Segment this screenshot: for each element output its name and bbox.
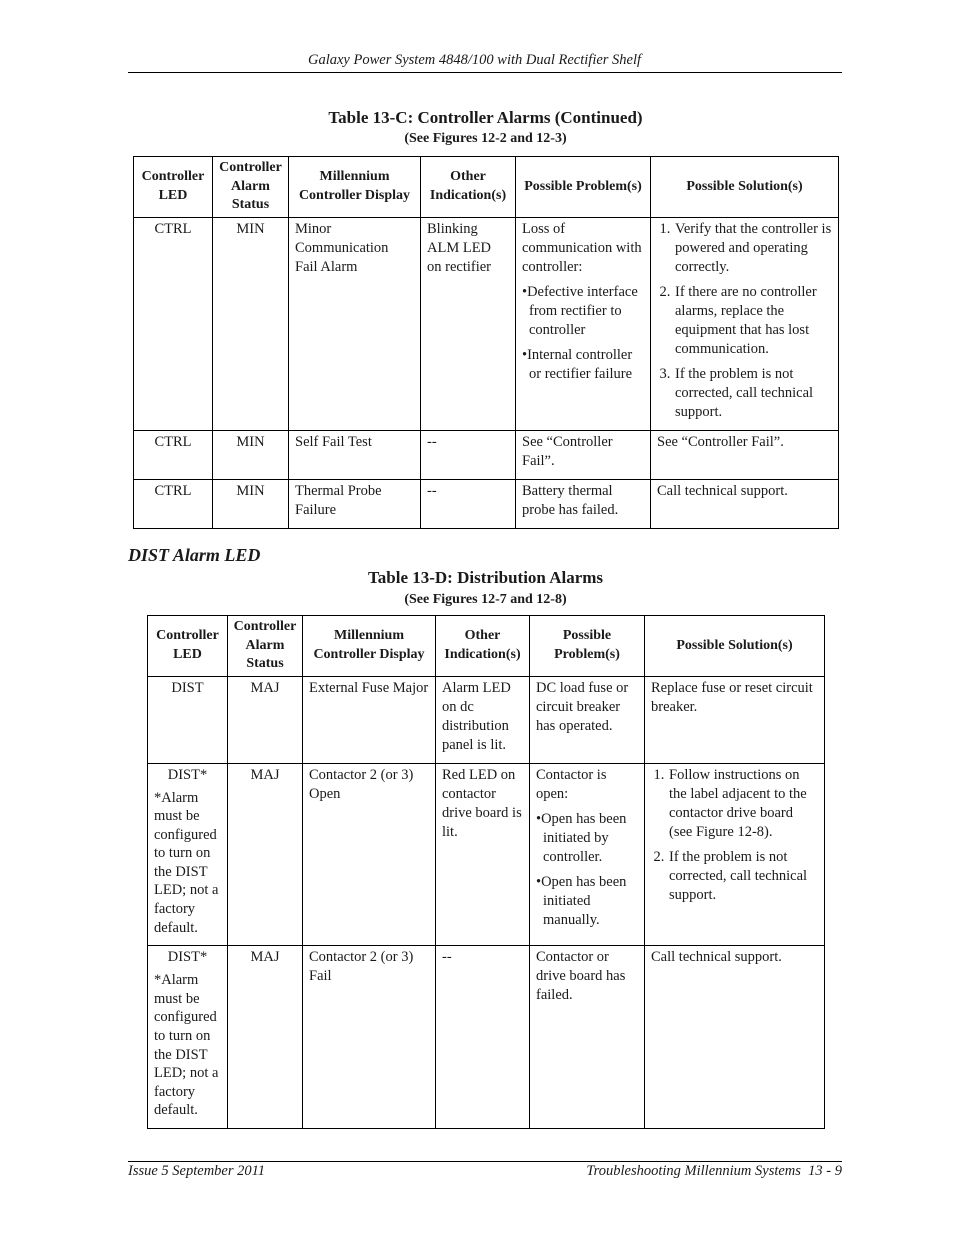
cell-status: MAJ [228, 946, 303, 1129]
document-title: Galaxy Power System 4848/100 with Dual Rectifier Shelf [308, 52, 642, 68]
cell-solution [645, 763, 825, 946]
section-heading: DIST Alarm LED [128, 545, 261, 565]
cell-solution: Call technical support. [645, 946, 825, 1129]
col-header-alarm-status: Controller Alarm Status [213, 157, 289, 218]
cell-other: Blinking ALM LED on rectifier [421, 217, 516, 430]
cell-led: CTRL [134, 430, 213, 479]
cell-solution [651, 217, 839, 430]
col-header-possible-solutions: Possible Solution(s) [651, 157, 839, 218]
problem-bullet: •Open has been initiated by controller. [536, 810, 627, 865]
table-row [134, 217, 839, 430]
cell-led: DIST [148, 676, 228, 763]
table-c [133, 156, 839, 529]
header-rule [128, 72, 842, 73]
cell-status: MIN [213, 479, 289, 528]
col-header-controller-display: Millennium Controller Display [289, 157, 421, 218]
solution-step: 1. Follow instructions on the label adjacent to the contactor drive board (see Figure 12-8). [668, 766, 818, 842]
cell-display: Thermal Probe Failure [289, 479, 421, 528]
cell-display: External Fuse Major [303, 676, 436, 763]
solution-step: 2. If there are no controller alarms, replace the equipment that has lost communication. [674, 283, 832, 359]
cell-other: Red LED on contactor drive board is lit. [436, 763, 530, 946]
solution-steps [657, 220, 832, 422]
col-header-controller-led: Controller LED [134, 157, 213, 218]
cell-other: Alarm LED on dc distribution panel is lit. [436, 676, 530, 763]
cell-other: -- [421, 430, 516, 479]
col-header-possible-problems: Possible Problem(s) [530, 616, 645, 677]
col-header-other-indications: Other Indication(s) [436, 616, 530, 677]
cell-other: -- [436, 946, 530, 1129]
table-row [148, 763, 825, 946]
col-header-controller-display: Millennium Controller Display [303, 616, 436, 677]
cell-solution: Replace fuse or reset circuit breaker. [645, 676, 825, 763]
cell-problem: See “Controller Fail”. [516, 430, 651, 479]
cell-display: Self Fail Test [289, 430, 421, 479]
table-c-title: Table 13-C: Controller Alarms (Continued) [328, 108, 643, 127]
cell-problem [516, 217, 651, 430]
problem-bullet: •Internal controller or rectifier failure [522, 346, 633, 382]
table-row [148, 676, 825, 763]
table-row [148, 946, 825, 1129]
led-footnote: *Alarm must be configured to turn on the DIST LED; not a factory default. [154, 789, 219, 936]
footer-rule [128, 1161, 842, 1162]
cell-solution: Call technical support. [651, 479, 839, 528]
col-header-alarm-status: Controller Alarm Status [228, 616, 303, 677]
cell-led: CTRL [134, 217, 213, 430]
table-row [134, 430, 839, 479]
cell-led [148, 946, 228, 1129]
col-header-other-indications: Other Indication(s) [421, 157, 516, 218]
cell-display: Contactor 2 (or 3) Fail [303, 946, 436, 1129]
cell-solution: See “Controller Fail”. [651, 430, 839, 479]
table-c-header-row [134, 157, 839, 218]
led-value: DIST* [167, 766, 208, 783]
solution-steps [651, 766, 818, 905]
cell-problem: DC load fuse or circuit breaker has operated. [530, 676, 645, 763]
col-header-possible-problems: Possible Problem(s) [516, 157, 651, 218]
cell-problem: Battery thermal probe has failed. [516, 479, 651, 528]
cell-status: MAJ [228, 676, 303, 763]
solution-step: 1. Verify that the controller is powered and operating correctly. [674, 220, 832, 277]
cell-other: -- [421, 479, 516, 528]
problem-intro: Loss of communication with controller: [522, 220, 642, 275]
table-d-subtitle: (See Figures 12-7 and 12-8) [404, 592, 567, 607]
table-d-title: Table 13-D: Distribution Alarms [367, 568, 604, 587]
solution-step: 3. If the problem is not corrected, call technical support. [674, 365, 832, 422]
problem-bullet: •Open has been initiated manually. [536, 873, 627, 928]
footer-page: Troubleshooting Millennium Systems 13 - 9 [586, 1163, 842, 1179]
led-value: DIST* [167, 949, 208, 966]
cell-led: CTRL [134, 479, 213, 528]
solution-step: 2. If the problem is not corrected, call technical support. [668, 848, 818, 905]
col-header-possible-solutions: Possible Solution(s) [645, 616, 825, 677]
table-d-header-row [148, 616, 825, 677]
cell-status: MIN [213, 430, 289, 479]
problem-intro: Contactor is open: [536, 766, 607, 802]
footer-issue: Issue 5 September 2011 [128, 1163, 266, 1179]
cell-status: MAJ [228, 763, 303, 946]
table-c-subtitle: (See Figures 12-2 and 12-3) [404, 131, 567, 146]
led-footnote: *Alarm must be configured to turn on the DIST LED; not a factory default. [154, 972, 219, 1119]
cell-status: MIN [213, 217, 289, 430]
cell-led [148, 763, 228, 946]
table-row [134, 479, 839, 528]
problem-bullet: •Defective interface from rectifier to controller [522, 283, 638, 338]
cell-problem: Contactor or drive board has failed. [530, 946, 645, 1129]
table-d [147, 615, 825, 1129]
col-header-controller-led: Controller LED [148, 616, 228, 677]
cell-problem [530, 763, 645, 946]
cell-display: Contactor 2 (or 3) Open [303, 763, 436, 946]
cell-display: Minor Communication Fail Alarm [289, 217, 421, 430]
